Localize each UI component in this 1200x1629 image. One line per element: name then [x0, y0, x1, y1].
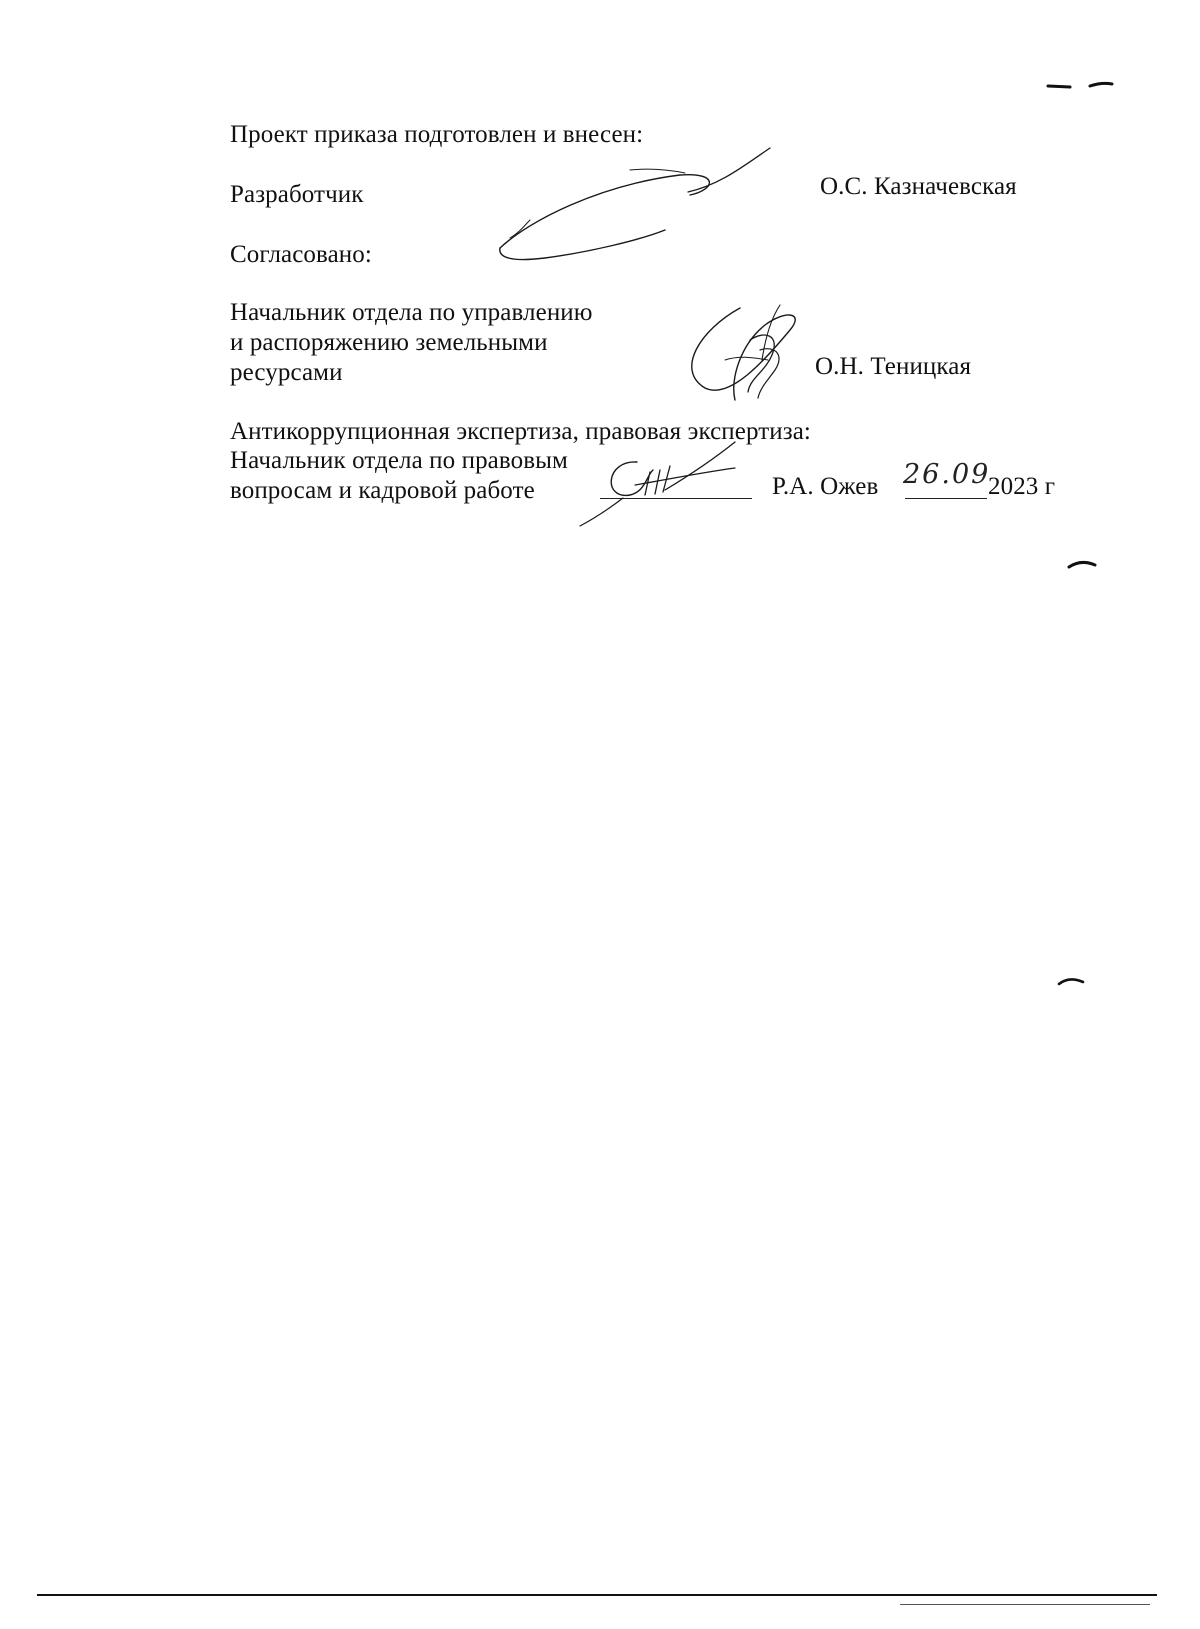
bottom-rule: [37, 1594, 1157, 1596]
legal-head-title-line2: вопросам и кадровой работе: [230, 477, 535, 504]
handwritten-date: 26.09: [903, 459, 991, 490]
land-head-title-line2: и распоряжению земельными: [230, 329, 548, 356]
bottom-rule-secondary: [900, 1604, 1150, 1605]
legal-head-title-line1: Начальник отдела по правовым: [230, 447, 568, 474]
legal-head-name: Р.А. Ожев: [772, 473, 879, 500]
land-head-title-line1: Начальник отдела по управлению: [230, 299, 593, 326]
land-head-signature: [680, 300, 810, 410]
expertise-label: Антикоррупционная экспертиза, правовая экспертиза:: [230, 418, 811, 445]
developer-signature: [490, 140, 780, 270]
land-head-title-line3: ресурсами: [230, 359, 343, 386]
order-header: Проект приказа подготовлен и внесен:: [230, 121, 644, 148]
legal-head-signature: [575, 420, 765, 530]
date-line: [905, 498, 987, 499]
land-head-name: О.Н. Теницкая: [815, 353, 972, 380]
scan-mark-lower: [1055, 972, 1095, 992]
developer-role: Разработчик: [230, 181, 364, 208]
agreed-label: Согласовано:: [230, 241, 372, 268]
date-year: 2023 г: [988, 473, 1056, 500]
developer-name: О.С. Казначевская: [820, 173, 1017, 200]
scan-mark-middle: [1065, 555, 1105, 575]
scan-mark-top: [1040, 70, 1120, 100]
